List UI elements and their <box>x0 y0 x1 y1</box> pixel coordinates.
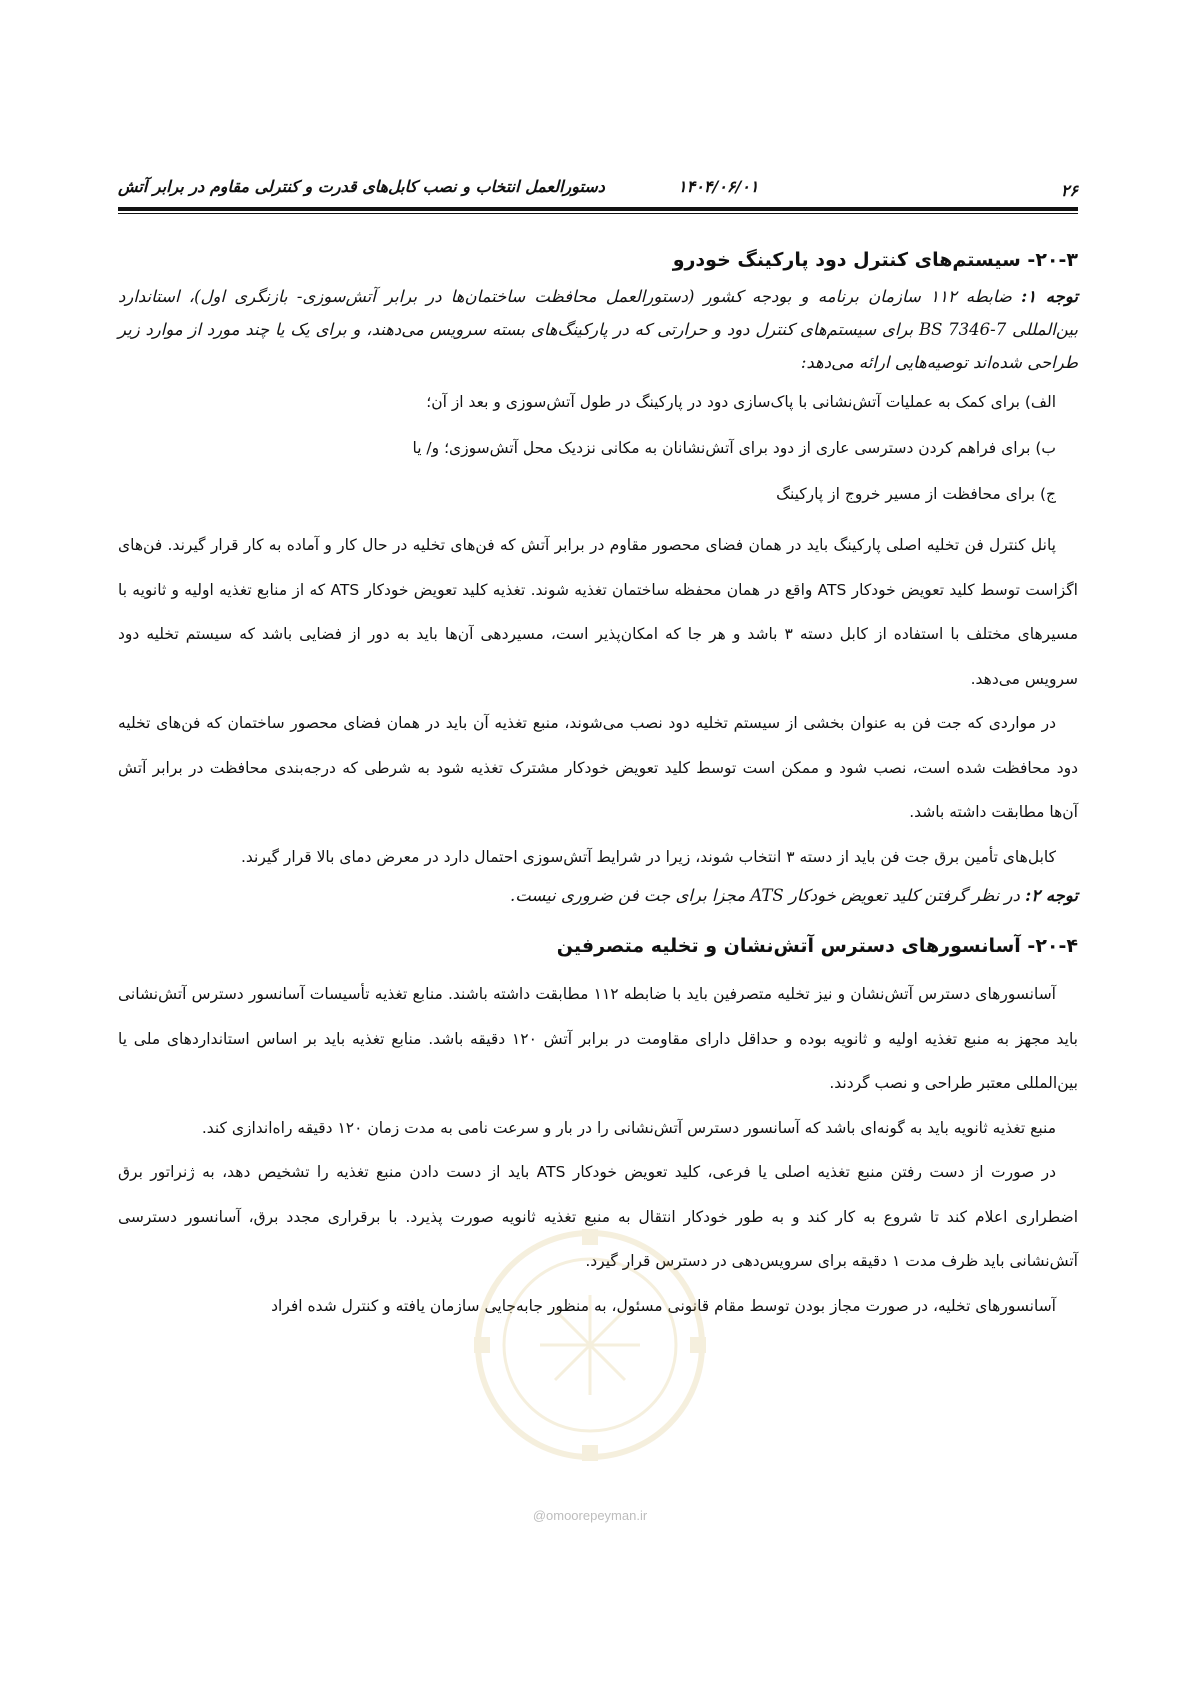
page-number: ۲۶ <box>1060 181 1078 200</box>
paragraph: پانل کنترل فن تخلیه اصلی پارکینگ باید در همان فضای محصور مقاوم در برابر آتش که فن‌های تخلیه در حال کار و آماده به کار قرار گیرند. فن‌های اگزاست توسط کلید تعویض خودکار ATS واقع در همان محفظه ساختمان تغذیه شوند. تغذیه کلید تعویض خودکار ATS که از منابع تغذیه اولیه و ثانویه با مسیرهای مختلف با استفاده از کابل دسته ۳ باشد و هر جا که امکان‌پذیر است، مسیردهی آن‌ها باید به دور از فضایی باشد که سیستم تخلیه دود سرویس می‌دهد. <box>118 536 1078 688</box>
list-item: ب) برای فراهم کردن دسترسی عاری از دود برای آتش‌نشانان به مکانی نزدیک محل آتش‌سوزی؛ و/ یا <box>412 439 1056 457</box>
watermark-site: @omoorepeyman.ir <box>532 1508 648 1523</box>
header-date: ۱۴۰۴/۰۶/۰۱ <box>678 177 759 196</box>
paragraph: آسانسورهای دسترس آتش‌نشان و نیز تخلیه متصرفین باید با ضابطه ۱۱۲ مطابقت داشته باشند. منابع تغذیه تأسیسات آسانسور دسترس آتش‌نشانی باید مجهز به منبع تغذیه اولیه و ثانویه بوده و حداقل دارای مقاومت در برابر آتش ۱۲۰ دقیقه باشد. منابع تغذیه باید بر اساس استانداردهای ملی یا بین‌المللی معتبر طراحی و نصب گردند. <box>118 985 1078 1092</box>
paragraph: در مواردی که جت فن به عنوان بخشی از سیستم تخلیه دود نصب می‌شوند، منبع تغذیه آن باید در همان فضای محصور ساختمان که فن‌های تخلیه دود محافظت شده است، نصب شود و ممکن است توسط کلید تعویض خودکار مشترک تغذیه شود به شرطی که درجه‌بندی محافظت در برابر آتش آن‌ها مطابقت داشته باشد. <box>118 714 1078 821</box>
section-heading-20-4: ۲۰-۴- آسانسورهای دسترس آتش‌نشان و تخلیه متصرفین <box>556 935 1078 957</box>
note-2-label: توجه ۲: <box>1025 886 1078 905</box>
paragraph: منبع تغذیه ثانویه باید به گونه‌ای باشد که آسانسور دسترس آتش‌نشانی را در بار و سرعت نامی به مدت زمان ۱۲۰ دقیقه راه‌اندازی کند. <box>201 1118 1056 1137</box>
paragraph: آسانسورهای تخلیه، در صورت مجاز بودن توسط مقام قانونی مسئول، به منظور جابه‌جایی سازمان یافته و کنترل شده افراد <box>271 1296 1056 1315</box>
note-1-text: ضابطه ۱۱۲ سازمان برنامه و بودجه کشور (دستورالعمل محافظت ساختمان‌ها در برابر آتش‌سوزی- بازنگری اول)، استاندارد بین‌المللی BS 7346-7 برای سیستم‌های کنترل دود و حرارتی که در پارکینگ‌های بسته سرویس می‌دهند، و برای یک یا چند مورد از موارد زیر طراحی شده‌اند توصیه‌هایی ارائه می‌دهد: <box>118 287 1078 372</box>
paragraph: در صورت از دست رفتن منبع تغذیه اصلی یا فرعی، کلید تعویض خودکار ATS باید از دست دادن منبع تغذیه را تشخیص دهد، به ژنراتور برق اضطراری اعلام کند تا شروع به کار کند و به طور خودکار انتقال به منبع تغذیه ثانویه صورت پذیرد. با برقراری مجدد برق، آسانسور دسترسی آتش‌نشانی باید ظرف مدت ۱ دقیقه برای سرویس‌دهی در دسترس قرار گیرد. <box>118 1163 1078 1270</box>
note-1-label: توجه ۱: <box>1021 287 1078 306</box>
header-rule-thick <box>118 207 1078 211</box>
note-2 <box>118 879 1078 912</box>
paragraph: کابل‌های تأمین برق جت فن باید از دسته ۳ انتخاب شوند، زیرا در شرایط آتش‌سوزی احتمال دارد در معرض دمای بالا قرار گیرند. <box>240 847 1056 866</box>
header-rule-thin <box>118 213 1078 214</box>
note-1 <box>118 280 1078 379</box>
header-title: دستورالعمل انتخاب و نصب کابل‌های قدرت و کنترلی مقاوم در برابر آتش <box>118 177 605 196</box>
list-item: ج) برای محافظت از مسیر خروج از پارکینگ <box>776 485 1056 503</box>
recommendation-list <box>118 379 1078 517</box>
section-heading-20-3: ۲۰-۳- سیستم‌های کنترل دود پارکینگ خودرو <box>672 249 1078 271</box>
note-2-text: در نظر گرفتن کلید تعویض خودکار ATS مجزا برای جت فن ضروری نیست. <box>509 886 1026 905</box>
page-header <box>118 175 1078 203</box>
page-content <box>118 240 1078 1328</box>
list-item: الف) برای کمک به عملیات آتش‌نشانی با پاک‌سازی دود در پارکینگ در طول آتش‌سوزی و بعد از آن؛ <box>426 393 1056 411</box>
